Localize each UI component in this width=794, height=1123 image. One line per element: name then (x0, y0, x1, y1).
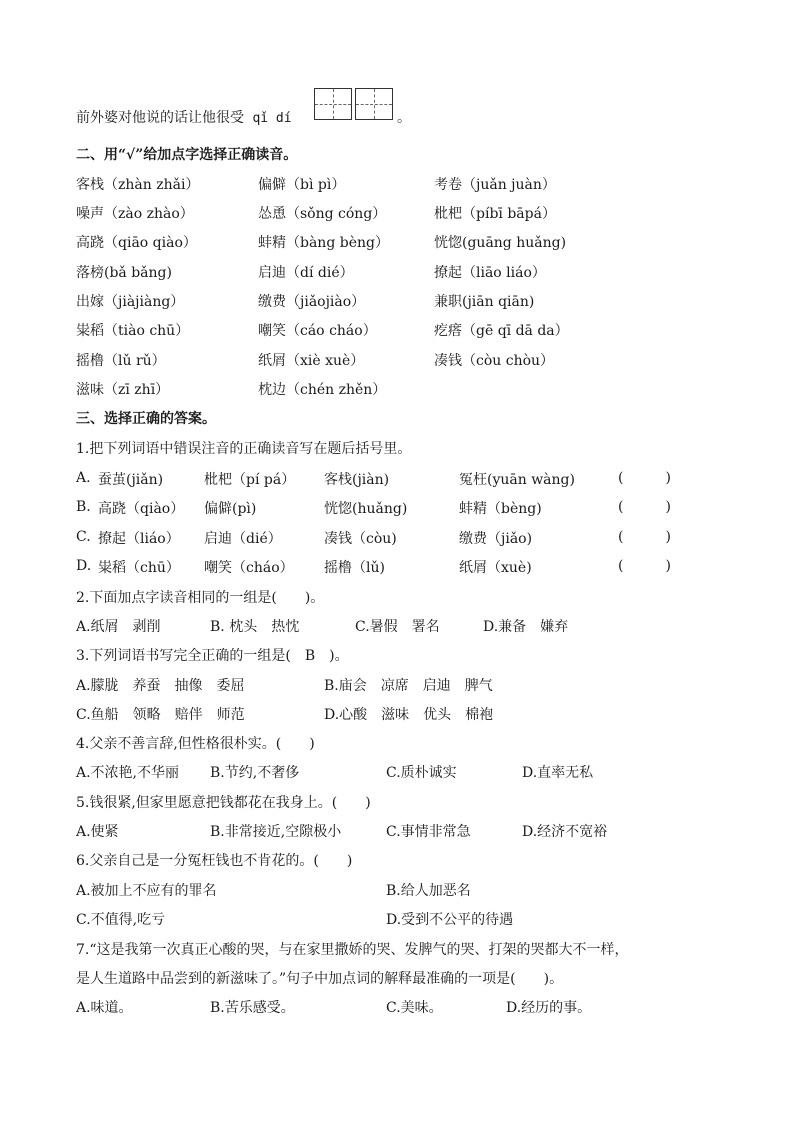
q1-row-c-label: C. (76, 529, 91, 545)
q1-option: 蚕茧(jiǎn) (98, 472, 164, 488)
q7-option-b: B.苦乐感受。 (210, 1000, 295, 1016)
q1-row-d-label: D. (76, 558, 92, 574)
section3-title: 三、选择正确的答案。 (76, 411, 216, 427)
q7-option-d: D.经历的事。 (506, 1000, 592, 1016)
q1-option: 缴费（jiǎo) (459, 531, 533, 547)
q6-option-d: D.受到不公平的待遇 (386, 912, 514, 928)
q4-option-d: D.直率无私 (522, 765, 594, 781)
s2-item: 高跷（qiāo qiào） (76, 235, 197, 251)
q1-option: 偏僻(pì) (204, 501, 257, 517)
s2-item: 缴费（jiǎojiào） (258, 294, 366, 310)
q1-answer-b[interactable]: ( ) (618, 499, 671, 515)
q6-option-c: C.不值得,吃亏 (76, 912, 166, 928)
q3-option-c: C.鱼船 领略 赔伴 师范 (76, 707, 245, 723)
q4-option-b: B.节约,不奢侈 (210, 765, 300, 781)
q1-answer-a[interactable]: ( ) (618, 470, 671, 486)
writing-grid-box-1[interactable] (314, 88, 352, 120)
q5-option-d: D.经济不宽裕 (522, 824, 608, 840)
q5-option-a: A.使紧 (76, 824, 119, 840)
q2-option-a: A.纸屑 剥削 (76, 619, 161, 635)
q6-stem: 6.父亲自己是一分冤枉钱也不肯花的。( ) (76, 853, 353, 869)
q3-stem: 3.下列词语书写完全正确的一组是( B )。 (76, 648, 349, 664)
q4-stem: 4.父亲不善言辞,但性格很朴实。( ) (76, 736, 315, 752)
s2-item: 兼职(jiān qiān) (434, 294, 535, 310)
q1-option: 摇橹（lǔ) (324, 560, 385, 576)
top-question-pinyin: qǐ dí (252, 111, 292, 126)
s2-item: 出嫁（jiàjiàng） (76, 294, 185, 310)
q1-option: 高跷（qiào） (98, 501, 185, 517)
q5-option-c: C.事情非常急 (386, 824, 471, 840)
q1-answer-d[interactable]: ( ) (618, 558, 671, 574)
s2-item: 考卷（juǎn juàn） (434, 177, 556, 193)
q1-option: 冤枉(yuān wàng) (459, 472, 575, 488)
q1-option: 恍惚(huǎng) (324, 501, 408, 517)
q6-option-b: B.给人加恶名 (386, 883, 471, 899)
q1-option: 纸屑（xuè) (459, 560, 532, 576)
q5-stem: 5.钱很紧,但家里愿意把钱都花在我身上。( ) (76, 795, 371, 811)
q2-stem: 2.下面加点字读音相同的一组是( )。 (76, 590, 325, 606)
s2-item: 客栈（zhàn zhǎi） (76, 177, 200, 193)
q1-row-b-label: B. (76, 499, 91, 515)
q4-option-c: C.质朴诚实 (386, 765, 457, 781)
q3-option-b: B.庙会 凉席 启迪 脾气 (324, 678, 493, 694)
s2-item: 怂恿（sǒng cóng） (258, 206, 387, 222)
q7-stem-line2: 是人生道路中品尝到的新滋味了。”句子中加点词的解释最准确的一项是( )。 (76, 971, 564, 987)
q6-option-a: A.被加上不应有的罪名 (76, 883, 217, 899)
s2-item: 蚌精（bàng bèng） (258, 235, 389, 251)
s2-item: 滋味（zī zhī） (76, 382, 170, 398)
q2-option-b: B. 枕头 热忱 (210, 619, 300, 635)
q3-option-d: D.心酸 滋味 优头 棉袍 (324, 707, 494, 723)
s2-item: 摇橹（lǔ rǔ） (76, 353, 166, 369)
q1-option: 凑钱（còu) (324, 531, 397, 547)
writing-grid-box-2[interactable] (355, 88, 393, 120)
q2-option-c: C.暑假 署名 (355, 619, 440, 635)
s2-item: 疙瘩（gē qī dā da） (434, 323, 569, 339)
s2-item: 纸屑（xiè xuè） (258, 353, 365, 369)
q2-option-d: D.兼备 嫌弃 (483, 619, 569, 635)
q1-option: 粜稻（chū） (98, 560, 180, 576)
q3-option-a: A.朦胧 养蚕 抽像 委屈 (76, 678, 245, 694)
s2-item: 偏僻（bì pì） (258, 177, 346, 193)
s2-item: 凑钱（còu chòu） (434, 353, 555, 369)
s2-item: 噪声（zào zhào） (76, 206, 194, 222)
q1-option: 启迪（dié） (204, 531, 282, 547)
s2-item: 粜稻（tiào chū） (76, 323, 190, 339)
q1-option: 客栈(jiàn) (324, 472, 390, 488)
q1-option: 撩起（liáo） (98, 531, 180, 547)
q7-stem-line1: 7.“这是我第一次真正心酸的哭，与在家里撒娇的哭、发脾气的哭、打架的哭都大不一样， (76, 942, 629, 958)
s2-item: 枕边（chén zhěn） (258, 382, 387, 398)
s2-item: 撩起（liāo liáo） (434, 265, 546, 281)
q1-stem: 1.把下列词语中错误注音的正确读音写在题后括号里。 (76, 441, 412, 457)
q1-option: 枇杷（pí pá） (204, 472, 296, 488)
q7-option-a: A.味道。 (76, 1000, 133, 1016)
q1-option: 蚌精（bèng) (459, 501, 542, 517)
s2-item: 枇杷（píbī bāpá） (434, 206, 556, 222)
q7-option-c: C.美味。 (386, 1000, 443, 1016)
section2-title: 二、用“√”给加点字选择正确读音。 (76, 147, 298, 163)
s2-item: 启迪（dí dié） (258, 265, 354, 281)
q4-option-a: A.不浓艳,不华丽 (76, 765, 180, 781)
q1-row-a-label: A. (76, 470, 91, 486)
q1-answer-c[interactable]: ( ) (618, 529, 671, 545)
s2-item: 恍惚(guāng huǎng) (434, 235, 567, 251)
top-question-end: 。 (397, 110, 411, 126)
q1-option: 嘲笑（cháo） (204, 560, 294, 576)
top-question (76, 108, 292, 129)
s2-item: 嘲笑（cáo cháo） (258, 323, 377, 339)
q5-option-b: B.非常接近,空隙极小 (210, 824, 342, 840)
top-question-text: 前外婆对他说的话让他很受 (76, 110, 244, 126)
s2-item: 落榜(bǎ bǎng) (76, 265, 172, 281)
